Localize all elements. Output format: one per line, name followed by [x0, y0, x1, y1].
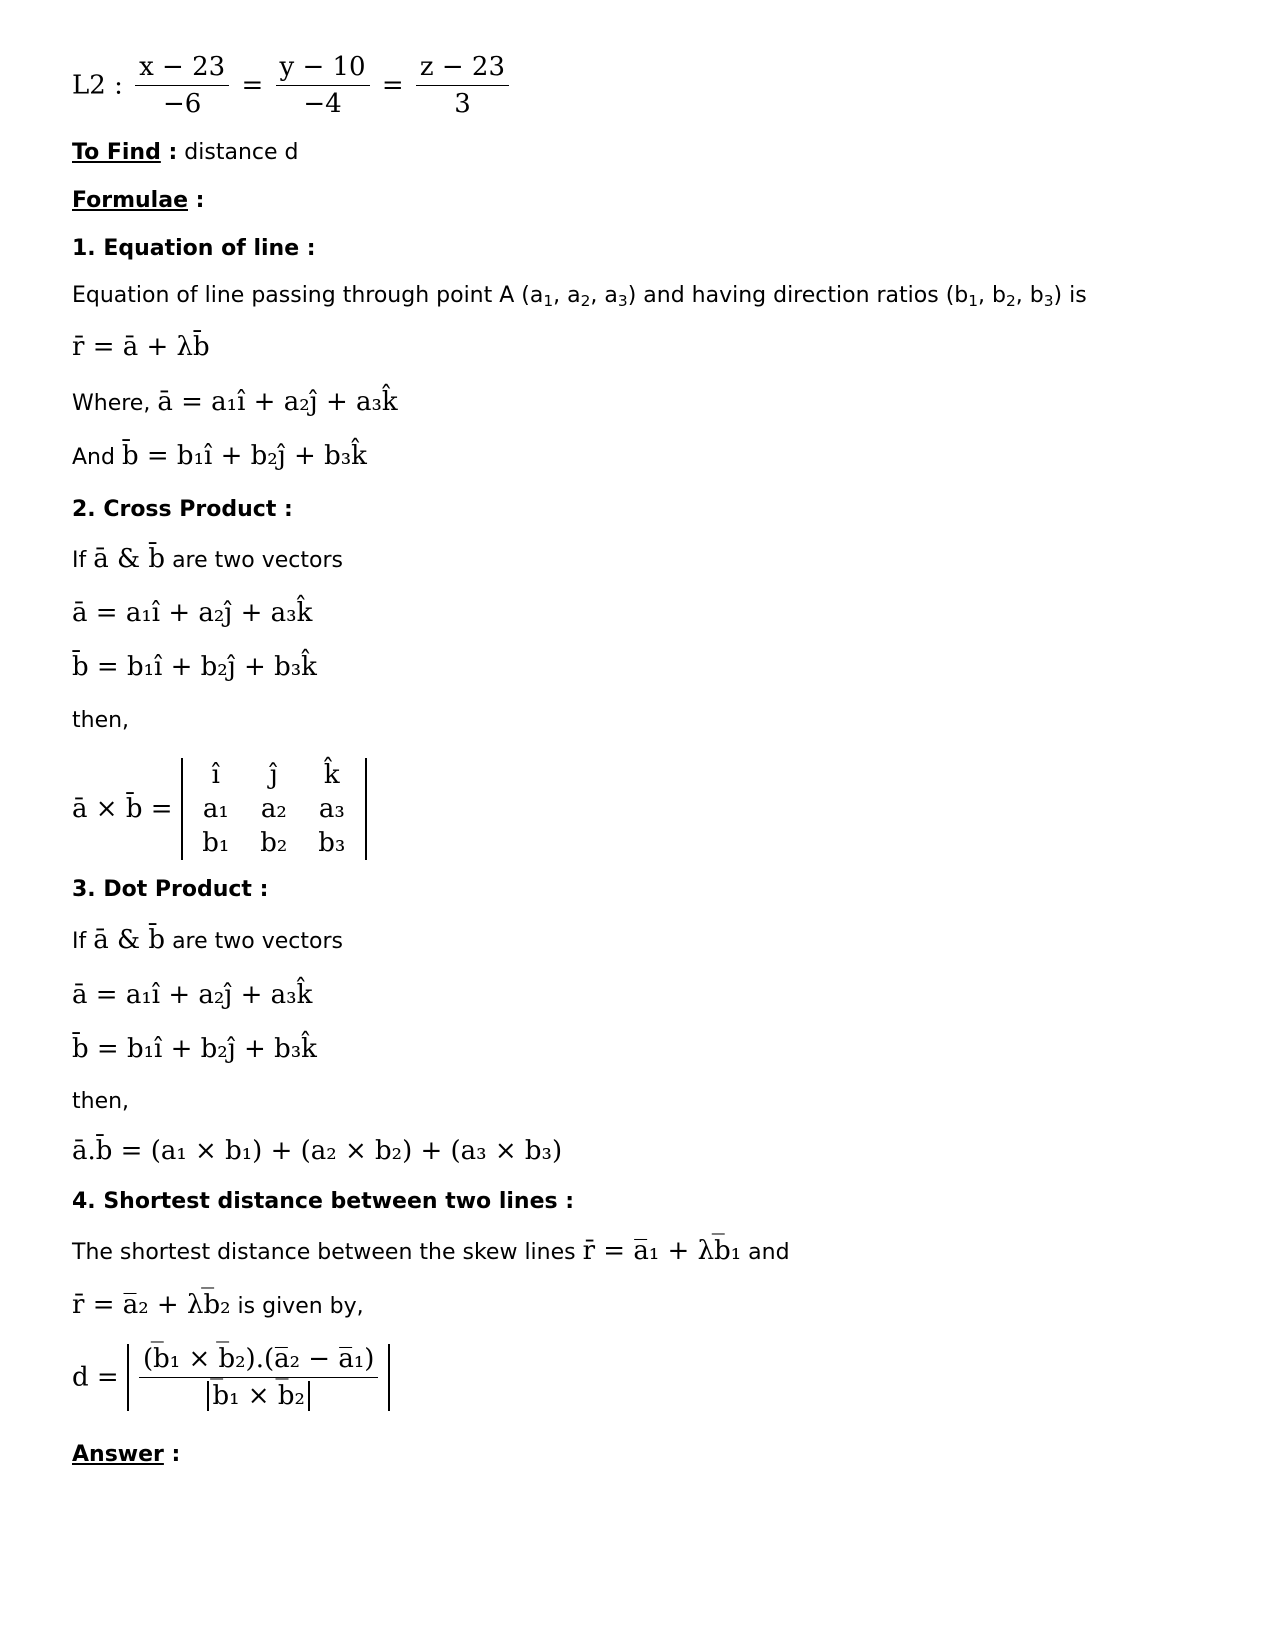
- dot-vector-b: b̄ = b₁î + b₂ĵ + b₃k̂: [72, 1034, 317, 1064]
- cross-vector-b: b̄ = b₁î + b₂ĵ + b₃k̂: [72, 652, 317, 682]
- shortest-distance-formula: d = $\frac{\text{(b̅₁ × b̅₂).(a̅₂ − a̅₁)}}{\text{b̅₁ × b̅₂}}$: [72, 1344, 390, 1411]
- l2-equation: L2 : $\frac{x - 23}{-6}$ = $\frac{y - 10}{-4}$ = $\frac{z - 23}{3}$: [72, 52, 513, 119]
- where-line: Where, ā = a₁î + a₂ĵ + a₃k̂: [72, 387, 398, 417]
- skew-line-2-equation: r̄ = a̅₂ + λb̅₂: [72, 1290, 231, 1320]
- l2-label: L2 :: [72, 70, 123, 101]
- cross-vector-a: ā = a₁î + a₂ĵ + a₃k̂: [72, 598, 313, 628]
- line-equation: r̄ = ā + λb̄: [72, 332, 210, 362]
- dot-product-equation: ā.b̄ = (a₁ × b₁) + (a₂ × b₂) + (a₃ × b₃): [72, 1136, 563, 1166]
- cross-product-determinant: ā × b̄ = î ĵ k̂ a₁ a₂ a₃ b₁ b₂ b₃: [72, 758, 367, 860]
- absolute-value: [127, 1344, 390, 1411]
- section-1-heading: 1. Equation of line :: [72, 236, 316, 261]
- vector-a-definition: ā = a₁î + a₂ĵ + a₃k̂: [157, 387, 398, 417]
- dot-vector-a: ā = a₁î + a₂ĵ + a₃k̂: [72, 980, 313, 1010]
- skew-lines-text: The shortest distance between the skew lines r̄ = a̅₁ + λb̅₁ and: [72, 1236, 790, 1266]
- cross-then: then,: [72, 708, 130, 733]
- to-find-label: To Find: [72, 140, 161, 165]
- cross-if-line: If ā & b̄ are two vectors: [72, 544, 343, 574]
- l2-fraction-z: $\frac{z - 23}{3}$: [416, 52, 509, 119]
- answer-heading: Answer :: [72, 1442, 181, 1467]
- determinant-matrix: î ĵ k̂ a₁ a₂ a₃ b₁ b₂ b₃: [181, 758, 367, 860]
- skew-line-1-equation: r̄ = a̅₁ + λb̅₁: [582, 1236, 742, 1266]
- section-2-heading: 2. Cross Product :: [72, 497, 293, 522]
- section-1-description: Equation of line passing through point A ($a_1$, $a_2$, $a_3$) and having direction ratios ($b_1$, $b_2$, $b_3$) is: [72, 283, 1087, 310]
- dot-then: then,: [72, 1089, 130, 1114]
- distance-fraction: $\frac{\text{(b̅₁ × b̅₂).(a̅₂ − a̅₁)}}{\text{b̅₁ × b̅₂}}$: [139, 1344, 378, 1411]
- dot-if-line: If ā & b̄ are two vectors: [72, 925, 343, 955]
- and-line: And b̄ = b₁î + b₂ĵ + b₃k̂: [72, 441, 367, 471]
- formulae-heading: Formulae :: [72, 188, 205, 213]
- l2-fraction-x: $\frac{x - 23}{-6}$: [135, 52, 229, 119]
- section-4-heading: 4. Shortest distance between two lines :: [72, 1189, 575, 1214]
- to-find-line: To Find : distance d: [72, 140, 299, 165]
- section-3-heading: 3. Dot Product :: [72, 877, 269, 902]
- to-find-text: distance d: [177, 140, 299, 165]
- vector-b-definition: b̄ = b₁î + b₂ĵ + b₃k̂: [121, 441, 367, 471]
- skew-line-2-text: r̄ = a̅₂ + λb̅₂ is given by,: [72, 1290, 364, 1320]
- l2-fraction-y: $\frac{y - 10}{-4}$: [276, 52, 370, 119]
